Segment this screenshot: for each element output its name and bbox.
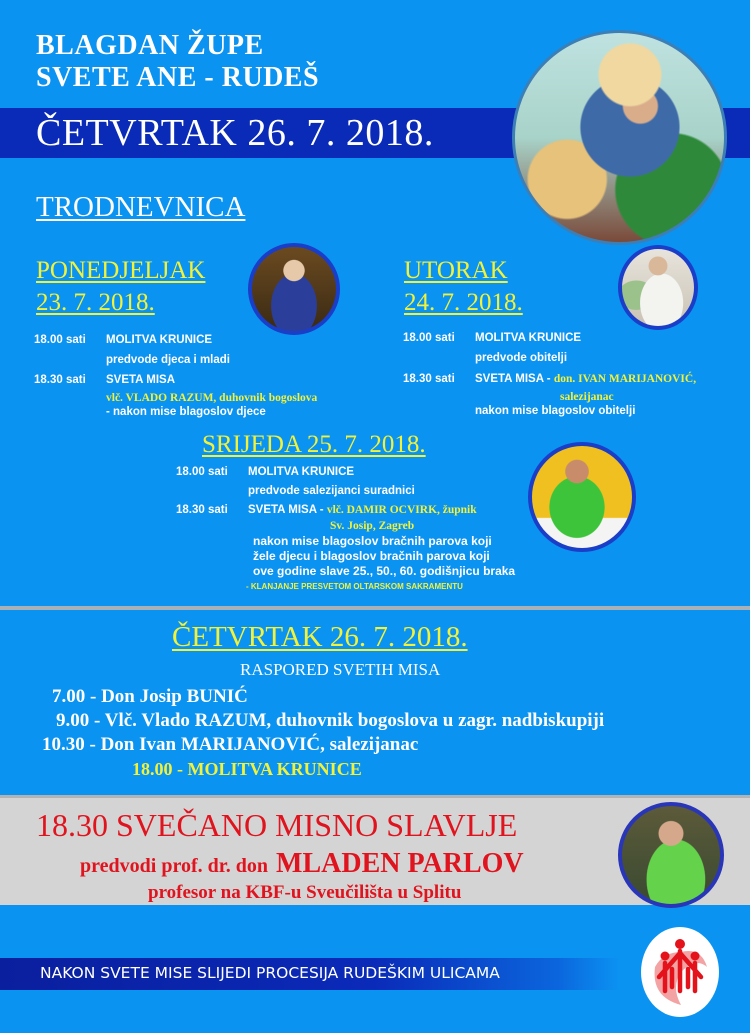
solemn-presider — [80, 848, 524, 880]
tuesday-row-1: 18.00 sati MOLITVA KRUNICE — [403, 332, 582, 344]
wednesday-row-7: ove godine slave 25., 50., 60. godišnjicu braka — [253, 564, 516, 578]
tuesday-row-3: 18.30 sati SVETA MISA - don. IVAN MARIJANOVIĆ, — [403, 373, 697, 385]
day-wednesday: SRIJEDA 25. 7. 2018. — [202, 431, 426, 458]
title-line-2: SVETE ANE - RUDEŠ — [36, 62, 320, 93]
wednesday-row-3: 18.30 sati SVETA MISA - vlč. DAMIR OCVIRK, župnik — [176, 504, 477, 516]
feast-date: ČETVRTAK 26. 7. 2018. — [172, 621, 468, 653]
monday-row-3: 18.30 sati SVETA MISA — [34, 374, 176, 386]
monday-row-1: 18.00 sati MOLITVA KRUNICE — [34, 334, 213, 346]
section-title-trodnevnica: TRODNEVNICA — [36, 191, 246, 223]
wednesday-row-1: 18.00 sati MOLITVA KRUNICE — [176, 466, 355, 478]
feast-date-header: ČETVRTAK 26. 7. 2018. — [36, 112, 434, 154]
feast-subtitle: RASPORED SVETIH MISA — [240, 660, 441, 679]
saint-anne-image — [512, 30, 727, 245]
tuesday-row-2: predvode obitelji — [475, 352, 568, 364]
solemn-mass-title: 18.30 SVEČANO MISNO SLAVLJE — [36, 807, 518, 843]
wednesday-row-2: predvode salezijanci suradnici — [248, 485, 415, 497]
rosary-item: 18.00 - MOLITVA KRUNICE — [132, 759, 362, 779]
tuesday-row-4: salezijanac — [560, 391, 614, 403]
separator-line — [0, 606, 750, 610]
wednesday-row-4: Sv. Josip, Zagreb — [330, 520, 415, 532]
mass-item-2: 9.00 - Vlč. Vlado RAZUM, duhovnik bogoslova u zagr. nadbiskupiji — [56, 710, 605, 731]
mass-item-1: 7.00 - Don Josip BUNIĆ — [52, 686, 248, 707]
day-tuesday-date: 24. 7. 2018. — [404, 289, 523, 316]
wednesday-row-8: - KLANJANJE PRESVETOM OLTARSKOM SAKRAMENTU — [246, 582, 463, 591]
presider-role: profesor na KBF-u Sveučilišta u Splitu — [148, 882, 462, 903]
priest-photo-damir-ocvirk — [528, 442, 636, 552]
monday-row-5: - nakon mise blagoslov djece — [106, 406, 266, 418]
tuesday-row-5: nakon mise blagoslov obitelji — [475, 405, 636, 417]
priest-photo-mladen-parlov — [618, 802, 724, 908]
day-monday-date: 23. 7. 2018. — [36, 289, 155, 316]
salesian-logo-icon — [641, 927, 719, 1017]
wednesday-row-6: žele djecu i blagoslov bračnih parova koji — [253, 549, 490, 563]
day-tuesday-name: UTORAK — [404, 257, 508, 284]
mass-item-3: 10.30 - Don Ivan MARIJANOVIĆ, salezijanac — [42, 734, 419, 755]
priest-photo-vlado-razum — [248, 243, 340, 335]
day-monday-name: PONEDJELJAK — [36, 257, 206, 284]
salesian-family-logo — [641, 927, 719, 1017]
footer-text: NAKON SVETE MISE SLIJEDI PROCESIJA RUDEŠKIM ULICAMA — [40, 964, 500, 982]
presider-name: MLADEN PARLOV — [276, 848, 524, 879]
monday-row-2: predvode djeca i mladi — [106, 354, 230, 366]
monday-row-4: vlč. VLADO RAZUM, duhovnik bogoslova — [106, 392, 318, 404]
presider-prefix: predvodi prof. dr. don — [80, 855, 269, 877]
title-line-1: BLAGDAN ŽUPE — [36, 30, 264, 61]
poster-title — [36, 30, 319, 94]
wednesday-row-5: nakon mise blagoslov bračnih parova koji — [253, 534, 492, 548]
priest-photo-ivan-marijanovic — [618, 245, 698, 330]
